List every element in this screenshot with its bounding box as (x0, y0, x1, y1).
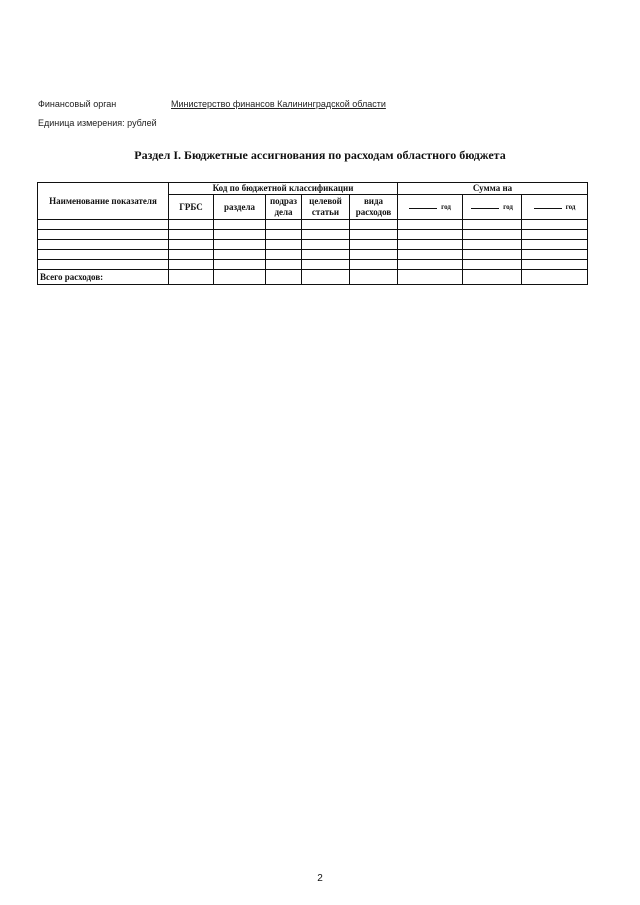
financial-organ-label: Финансовый орган (38, 99, 117, 109)
total-row (38, 270, 588, 285)
header-indicator-name: Наименование показателя (38, 183, 169, 220)
page-number: 2 (317, 873, 323, 884)
header-razdel: раздела (214, 195, 266, 220)
table-row (38, 240, 588, 250)
financial-organ-value: Министерство финансов Калининградской области (171, 99, 386, 109)
header-celevoy: целевой статьи (302, 195, 350, 220)
header-podrazdel: подраз дела (266, 195, 302, 220)
table-row (38, 250, 588, 260)
unit-row (38, 118, 338, 130)
unit-label: Единица измерения: рублей (38, 118, 157, 128)
header-code-group: Код по бюджетной классификации (169, 183, 398, 195)
header-vida: вида расходов (350, 195, 398, 220)
header-grbs: ГРБС (169, 195, 214, 220)
section-title: Раздел I. Бюджетные ассигнования по расходам областного бюджета (134, 148, 506, 162)
budget-table (37, 182, 588, 285)
header-year-1: год (398, 195, 463, 220)
table-row (38, 220, 588, 230)
total-label: Всего расходов: (38, 270, 169, 285)
header-year-3: год (522, 195, 588, 220)
header-sum-group: Сумма на (398, 183, 588, 195)
financial-organ-row (38, 99, 438, 111)
table-row (38, 260, 588, 270)
header-year-2: год (463, 195, 522, 220)
table-row (38, 230, 588, 240)
